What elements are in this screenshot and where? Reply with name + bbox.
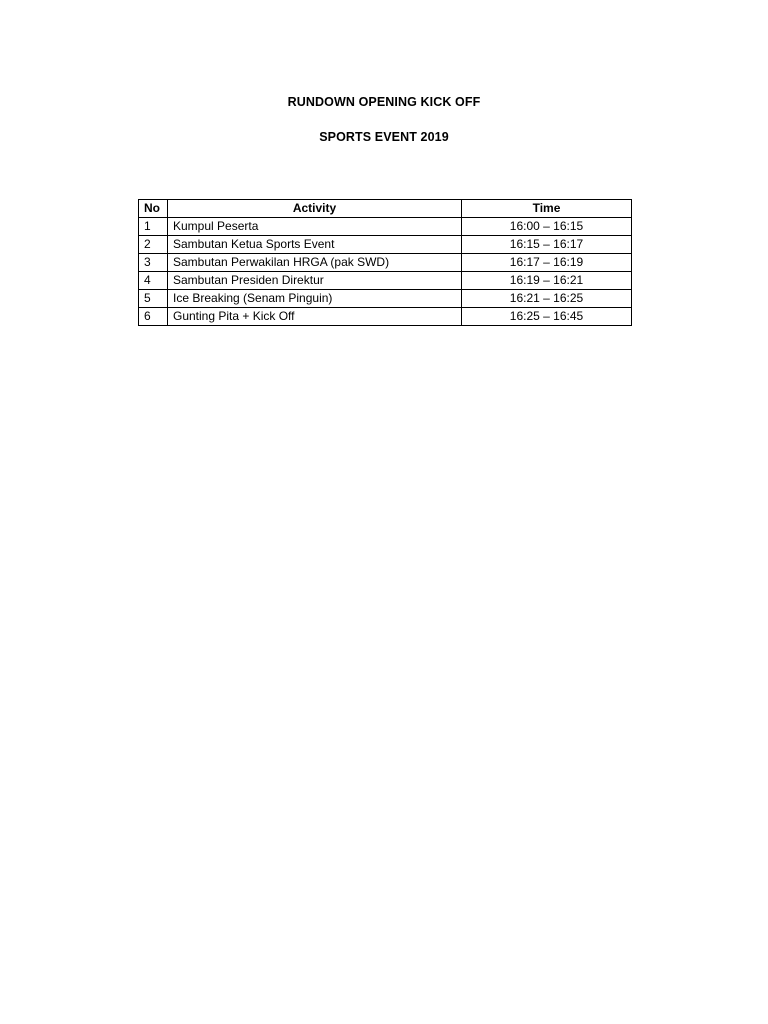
row-time: 16:17 – 16:19 — [462, 254, 632, 272]
row-activity: Sambutan Ketua Sports Event — [168, 236, 462, 254]
row-activity: Sambutan Perwakilan HRGA (pak SWD) — [168, 254, 462, 272]
row-activity: Sambutan Presiden Direktur — [168, 272, 462, 290]
row-activity: Ice Breaking (Senam Pinguin) — [168, 290, 462, 308]
document-title: RUNDOWN OPENING KICK OFF — [287, 95, 481, 109]
column-header-time: Time — [462, 200, 632, 218]
column-header-no: No — [139, 200, 168, 218]
row-time: 16:21 – 16:25 — [462, 290, 632, 308]
row-number: 6 — [139, 308, 168, 326]
row-activity: Kumpul Peserta — [168, 218, 462, 236]
row-number: 4 — [139, 272, 168, 290]
column-header-activity: Activity — [168, 200, 462, 218]
document-subtitle: SPORTS EVENT 2019 — [319, 130, 449, 144]
table-row — [139, 236, 632, 254]
row-activity: Gunting Pita + Kick Off — [168, 308, 462, 326]
row-number: 3 — [139, 254, 168, 272]
row-number: 2 — [139, 236, 168, 254]
row-time: 16:19 – 16:21 — [462, 272, 632, 290]
table-row — [139, 290, 632, 308]
row-time: 16:00 – 16:15 — [462, 218, 632, 236]
row-time: 16:25 – 16:45 — [462, 308, 632, 326]
table-header-row — [139, 200, 632, 218]
table-row — [139, 308, 632, 326]
table-row — [139, 218, 632, 236]
row-time: 16:15 – 16:17 — [462, 236, 632, 254]
row-number: 1 — [139, 218, 168, 236]
rundown-table — [138, 199, 632, 326]
row-number: 5 — [139, 290, 168, 308]
table-row — [139, 254, 632, 272]
table-row — [139, 272, 632, 290]
